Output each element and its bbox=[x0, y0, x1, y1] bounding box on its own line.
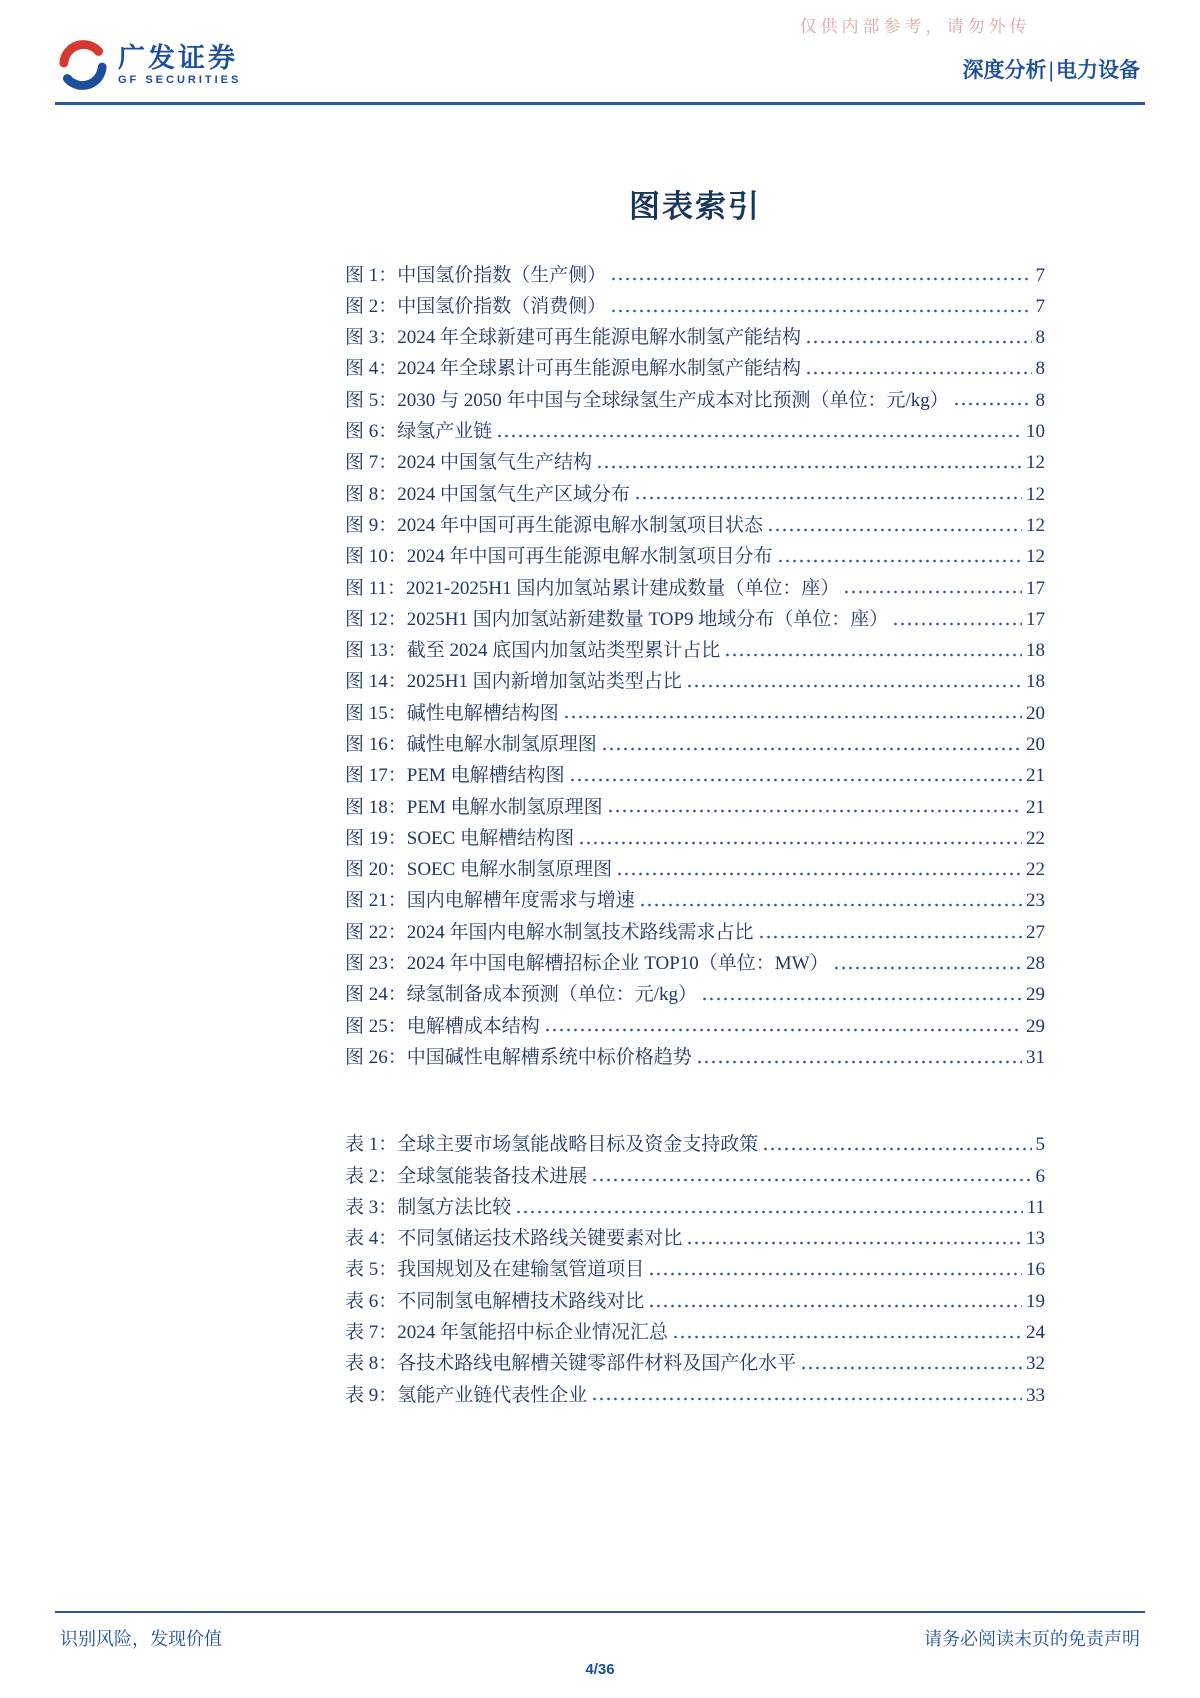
toc-entry-page: 8 bbox=[1035, 389, 1045, 411]
dot-leader bbox=[496, 434, 1022, 438]
toc-entry[interactable] bbox=[345, 506, 1045, 537]
toc-entry-page: 17 bbox=[1026, 608, 1045, 630]
toc-entry-label: 表 5：我国规划及在建输氢管道项目 bbox=[345, 1259, 645, 1281]
toc-entry-label: 图 19：SOEC 电解槽结构图 bbox=[345, 827, 575, 849]
toc-entry-label: 图 18：PEM 电解水制氢原理图 bbox=[345, 796, 603, 818]
toc-entry-page: 27 bbox=[1026, 921, 1045, 943]
toc-entry-label: 图 25：电解槽成本结构 bbox=[345, 1015, 540, 1037]
footer-divider bbox=[55, 1611, 1145, 1613]
toc-entry-page: 22 bbox=[1026, 859, 1045, 881]
toc-entry-page: 20 bbox=[1026, 702, 1045, 724]
brand bbox=[58, 40, 241, 90]
toc-entry-page: 23 bbox=[1026, 890, 1045, 912]
toc bbox=[345, 181, 1045, 1407]
dot-leader bbox=[610, 277, 1031, 281]
toc-entry[interactable] bbox=[345, 882, 1045, 913]
toc-entry[interactable] bbox=[345, 819, 1045, 850]
dot-leader bbox=[591, 1178, 1031, 1182]
toc-entry[interactable] bbox=[345, 632, 1045, 663]
toc-entry-page: 8 bbox=[1035, 327, 1045, 349]
toc-entry[interactable] bbox=[345, 1126, 1045, 1157]
dot-leader bbox=[843, 590, 1022, 594]
dot-leader bbox=[777, 559, 1022, 563]
toc-entry-page: 21 bbox=[1026, 796, 1045, 818]
table-index-section bbox=[345, 1126, 1045, 1408]
toc-entry-label: 图 20：SOEC 电解水制氢原理图 bbox=[345, 859, 613, 881]
dot-leader bbox=[724, 653, 1022, 657]
toc-entry-label: 图 3：2024 年全球新建可再生能源电解水制氢产能结构 bbox=[345, 327, 802, 349]
dot-leader bbox=[805, 371, 1031, 375]
toc-entry-page: 22 bbox=[1026, 827, 1045, 849]
toc-entry-page: 12 bbox=[1026, 514, 1045, 536]
toc-entry-label: 表 3：制氢方法比较 bbox=[345, 1196, 512, 1218]
toc-entry[interactable] bbox=[345, 381, 1045, 412]
toc-entry-label: 图 9：2024 年中国可再生能源电解水制氢项目状态 bbox=[345, 514, 764, 536]
toc-entry[interactable] bbox=[345, 319, 1045, 350]
toc-entry-page: 20 bbox=[1026, 734, 1045, 755]
dot-leader bbox=[616, 872, 1022, 876]
dot-leader bbox=[591, 1397, 1022, 1401]
figure-index-section bbox=[345, 256, 1045, 1070]
toc-entry-label: 图 22：2024 年国内电解水制氢技术路线需求占比 bbox=[345, 921, 754, 943]
dot-leader bbox=[648, 1272, 1022, 1276]
brand-name-cn: 广发证券 bbox=[118, 43, 238, 74]
gf-securities-logo-icon bbox=[58, 40, 108, 90]
toc-entry-label: 图 4：2024 年全球累计可再生能源电解水制氢产能结构 bbox=[345, 358, 802, 380]
toc-entry[interactable] bbox=[345, 1038, 1045, 1069]
dot-leader bbox=[596, 465, 1022, 469]
sector: 电力设备 bbox=[1056, 59, 1140, 82]
report-type-label bbox=[963, 54, 1140, 90]
toc-entry[interactable] bbox=[345, 788, 1045, 819]
toc-entry-label: 图 15：碱性电解槽结构图 bbox=[345, 702, 559, 724]
toc-entry-page: 5 bbox=[1035, 1134, 1045, 1156]
toc-entry-page: 17 bbox=[1026, 577, 1045, 599]
footer-slogan: 识别风险，发现价值 bbox=[60, 1629, 222, 1649]
toc-entry[interactable] bbox=[345, 945, 1045, 976]
toc-entry-label: 图 16：碱性电解水制氢原理图 bbox=[345, 734, 597, 755]
toc-entry-label: 图 11：2021-2025H1 国内加氢站累计建成数量（单位：座） bbox=[345, 577, 840, 599]
dot-leader bbox=[544, 1028, 1022, 1032]
toc-entry[interactable] bbox=[345, 851, 1045, 882]
toc-entry-page: 13 bbox=[1026, 1228, 1045, 1250]
dot-leader bbox=[639, 903, 1022, 907]
toc-entry-page: 12 bbox=[1026, 452, 1045, 474]
dot-leader bbox=[767, 528, 1022, 532]
toc-entry-label: 图 21：国内电解槽年度需求与增速 bbox=[345, 890, 635, 912]
page-footer bbox=[0, 1611, 1200, 1678]
dot-leader bbox=[634, 496, 1022, 500]
page-number: 4/36 bbox=[585, 1661, 615, 1678]
toc-entry-label: 图 7：2024 中国氢气生产结构 bbox=[345, 452, 593, 474]
toc-entry-page: 33 bbox=[1026, 1384, 1045, 1406]
toc-entry-label: 图 14：2025H1 国内新增加氢站类型占比 bbox=[345, 671, 682, 693]
toc-entry-page: 7 bbox=[1035, 264, 1045, 286]
toc-entry[interactable] bbox=[345, 1157, 1045, 1188]
dot-leader bbox=[607, 809, 1022, 813]
toc-entry-label: 图 13：截至 2024 底国内加氢站类型累计占比 bbox=[345, 640, 721, 662]
toc-entry-page: 18 bbox=[1026, 640, 1045, 662]
toc-entry-label: 表 8：各技术路线电解槽关键零部件材料及国产化水平 bbox=[345, 1353, 797, 1375]
toc-entry-label: 表 2：全球氢能装备技术进展 bbox=[345, 1165, 588, 1187]
toc-entry[interactable] bbox=[345, 1345, 1045, 1376]
toc-entry[interactable] bbox=[345, 663, 1045, 694]
toc-entry-page: 29 bbox=[1026, 1015, 1045, 1037]
dot-leader bbox=[892, 622, 1022, 626]
dot-leader bbox=[515, 1210, 1022, 1214]
dot-leader bbox=[800, 1366, 1022, 1370]
toc-entry[interactable] bbox=[345, 569, 1045, 600]
toc-entry[interactable] bbox=[345, 600, 1045, 631]
toc-entry[interactable] bbox=[345, 350, 1045, 381]
toc-entry[interactable] bbox=[345, 1376, 1045, 1407]
toc-entry[interactable] bbox=[345, 1007, 1045, 1038]
toc-entry[interactable] bbox=[345, 538, 1045, 569]
watermark: 仅供内部参考，请勿外传 bbox=[799, 17, 1031, 36]
toc-entry-page: 29 bbox=[1026, 984, 1045, 1006]
toc-entry-page: 6 bbox=[1035, 1165, 1045, 1187]
page-title: 图表索引 bbox=[629, 189, 761, 224]
toc-entry[interactable] bbox=[345, 757, 1045, 788]
toc-entry-label: 图 12：2025H1 国内加氢站新建数量 TOP9 地域分布（单位：座） bbox=[345, 608, 889, 630]
dot-leader bbox=[601, 747, 1022, 751]
toc-entry-label: 图 26：中国碱性电解槽系统中标价格趋势 bbox=[345, 1046, 692, 1068]
dot-leader bbox=[563, 715, 1022, 719]
footer-row bbox=[0, 1625, 1200, 1651]
toc-entry[interactable] bbox=[345, 412, 1045, 443]
toc-entry[interactable] bbox=[345, 256, 1045, 287]
toc-entry-page: 24 bbox=[1026, 1322, 1045, 1344]
toc-entry-label: 图 1：中国氢价指数（生产侧） bbox=[345, 264, 607, 286]
footer-disclaimer-notice: 请务必阅读末页的免责声明 bbox=[924, 1629, 1140, 1649]
toc-entry-label: 图 10：2024 年中国可再生能源电解水制氢项目分布 bbox=[345, 546, 773, 568]
toc-entry-page: 21 bbox=[1026, 765, 1045, 787]
toc-entry-label: 表 6：不同制氢电解槽技术路线对比 bbox=[345, 1290, 645, 1312]
header-divider bbox=[55, 102, 1145, 105]
toc-entry-page: 19 bbox=[1026, 1290, 1045, 1312]
toc-entry-label: 表 1：全球主要市场氢能战略目标及资金支持政策 bbox=[345, 1134, 759, 1156]
dot-leader bbox=[686, 684, 1022, 688]
doc-meta-divider: | bbox=[1048, 59, 1054, 82]
dot-leader bbox=[672, 1335, 1022, 1339]
toc-entry-page: 31 bbox=[1026, 1046, 1045, 1068]
toc-entry-label: 图 24：绿氢制备成本预测（单位：元/kg） bbox=[345, 984, 698, 1006]
toc-entry-page: 10 bbox=[1026, 421, 1045, 443]
toc-entry[interactable] bbox=[345, 1314, 1045, 1345]
doc-type: 深度分析 bbox=[962, 59, 1047, 82]
toc-entry-page: 12 bbox=[1026, 483, 1045, 505]
toc-entry-page: 8 bbox=[1035, 358, 1045, 380]
toc-entry-label: 图 8：2024 中国氢气生产区域分布 bbox=[345, 483, 631, 505]
toc-entry-page: 7 bbox=[1035, 295, 1045, 317]
dot-leader bbox=[686, 1241, 1022, 1245]
toc-entry[interactable] bbox=[345, 475, 1045, 506]
toc-entry[interactable] bbox=[345, 694, 1045, 725]
toc-entry-label: 图 17：PEM 电解槽结构图 bbox=[345, 765, 565, 787]
brand-text bbox=[118, 43, 241, 87]
toc-entry-page: 12 bbox=[1026, 546, 1045, 568]
toc-entry[interactable] bbox=[345, 1188, 1045, 1219]
toc-entry[interactable] bbox=[345, 913, 1045, 944]
toc-entry-label: 表 9：氢能产业链代表性企业 bbox=[345, 1384, 588, 1406]
toc-entry-page: 16 bbox=[1026, 1259, 1045, 1281]
dot-leader bbox=[833, 966, 1022, 970]
toc-entry[interactable] bbox=[345, 287, 1045, 318]
toc-entry[interactable] bbox=[345, 976, 1045, 1007]
toc-entry[interactable] bbox=[345, 1220, 1045, 1251]
dot-leader bbox=[762, 1147, 1031, 1151]
brand-name-en: GF SECURITIES bbox=[118, 74, 242, 87]
toc-entry[interactable] bbox=[345, 725, 1045, 756]
toc-entry-page: 28 bbox=[1026, 953, 1045, 975]
toc-entry-page: 32 bbox=[1026, 1353, 1045, 1375]
toc-entry-label: 图 2：中国氢价指数（消费侧） bbox=[345, 295, 607, 317]
toc-entry-page: 11 bbox=[1026, 1196, 1045, 1218]
toc-entry-label: 图 5：2030 与 2050 年中国与全球绿氢生产成本对比预测（单位：元/kg） bbox=[345, 389, 949, 411]
toc-entry-page: 18 bbox=[1026, 671, 1045, 693]
dot-leader bbox=[578, 841, 1022, 845]
dot-leader bbox=[610, 309, 1031, 313]
dot-leader bbox=[569, 778, 1022, 782]
toc-entry-label: 图 6：绿氢产业链 bbox=[345, 421, 493, 443]
dot-leader bbox=[758, 935, 1022, 939]
toc-entry-label: 表 7：2024 年氢能招中标企业情况汇总 bbox=[345, 1322, 669, 1344]
toc-entry-label: 图 23：2024 年中国电解槽招标企业 TOP10（单位：MW） bbox=[345, 953, 829, 975]
toc-entry-label: 表 4：不同氢储运技术路线关键要素对比 bbox=[345, 1228, 683, 1250]
toc-entry[interactable] bbox=[345, 1251, 1045, 1282]
toc-entry[interactable] bbox=[345, 444, 1045, 475]
dot-leader bbox=[953, 402, 1032, 406]
toc-entry[interactable] bbox=[345, 1282, 1045, 1313]
dot-leader bbox=[701, 997, 1022, 1001]
dot-leader bbox=[696, 1060, 1022, 1064]
dot-leader bbox=[805, 340, 1031, 344]
dot-leader bbox=[648, 1304, 1022, 1308]
